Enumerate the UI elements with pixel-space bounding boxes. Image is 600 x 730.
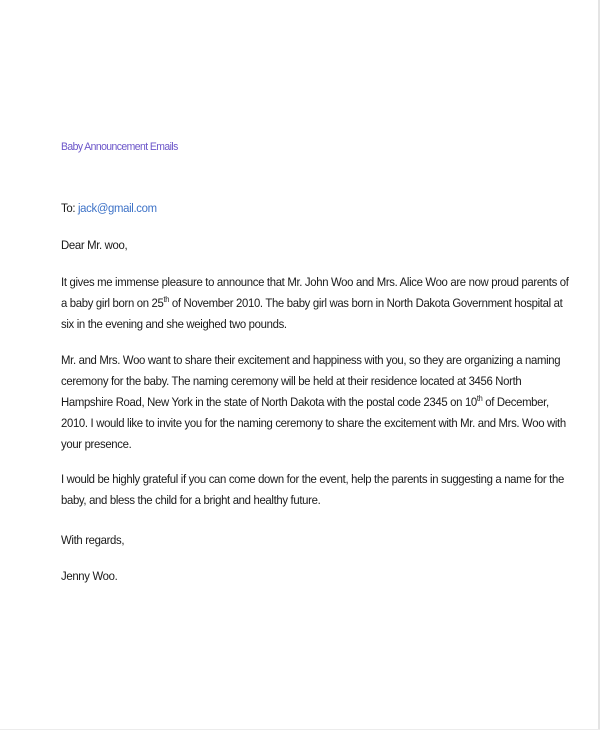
text-segment: Hampshire Road, New York in the state of North Dakota with the postal code 2345 on 10	[61, 395, 477, 409]
paragraph-line: 2010. I would like to invite you for the naming ceremony to share the excitement with Mr. and Mrs. Woo with	[61, 416, 566, 430]
recipient-email-link[interactable]: jack@gmail.com	[77, 201, 157, 215]
paragraph-line: ceremony for the baby. The naming ceremony will be held at their residence located at 3456 North	[61, 374, 522, 388]
paragraph-line: I would be highly grateful if you can come down for the event, help the parents in suggesting a name for the	[61, 472, 564, 486]
paragraph-line: six in the evening and she weighed two pounds.	[61, 317, 287, 331]
closing-line: With regards,	[61, 533, 125, 547]
paragraph-line: It gives me immense pleasure to announce that Mr. John Woo and Mrs. Alice Woo are now proud parents of	[61, 275, 569, 289]
paragraph-line	[61, 392, 549, 413]
paragraph-invitation	[61, 350, 566, 455]
text-segment: of November 2010. The baby girl was born in North Dakota Government hospital at	[169, 296, 563, 310]
recipient-line	[61, 198, 157, 219]
text-segment: of December,	[482, 395, 549, 409]
ordinal-suffix: th	[476, 394, 483, 403]
ordinal-suffix: th	[163, 295, 170, 304]
document-title: Baby Announcement Emails	[61, 141, 178, 153]
paragraph-announcement	[61, 272, 569, 335]
salutation: Dear Mr. woo,	[61, 238, 128, 252]
paragraph-line: baby, and bless the child for a bright and healthy future.	[61, 493, 321, 507]
paragraph-gratitude	[61, 469, 564, 511]
paragraph-line	[61, 293, 563, 314]
paragraph-line: your presence.	[61, 437, 132, 451]
paragraph-line: Mr. and Mrs. Woo want to share their excitement and happiness with you, so they are organizing a naming	[61, 353, 561, 367]
recipient-label: To:	[61, 201, 78, 215]
signature-name: Jenny Woo.	[61, 569, 118, 583]
text-segment: a baby girl born on 25	[61, 296, 164, 310]
